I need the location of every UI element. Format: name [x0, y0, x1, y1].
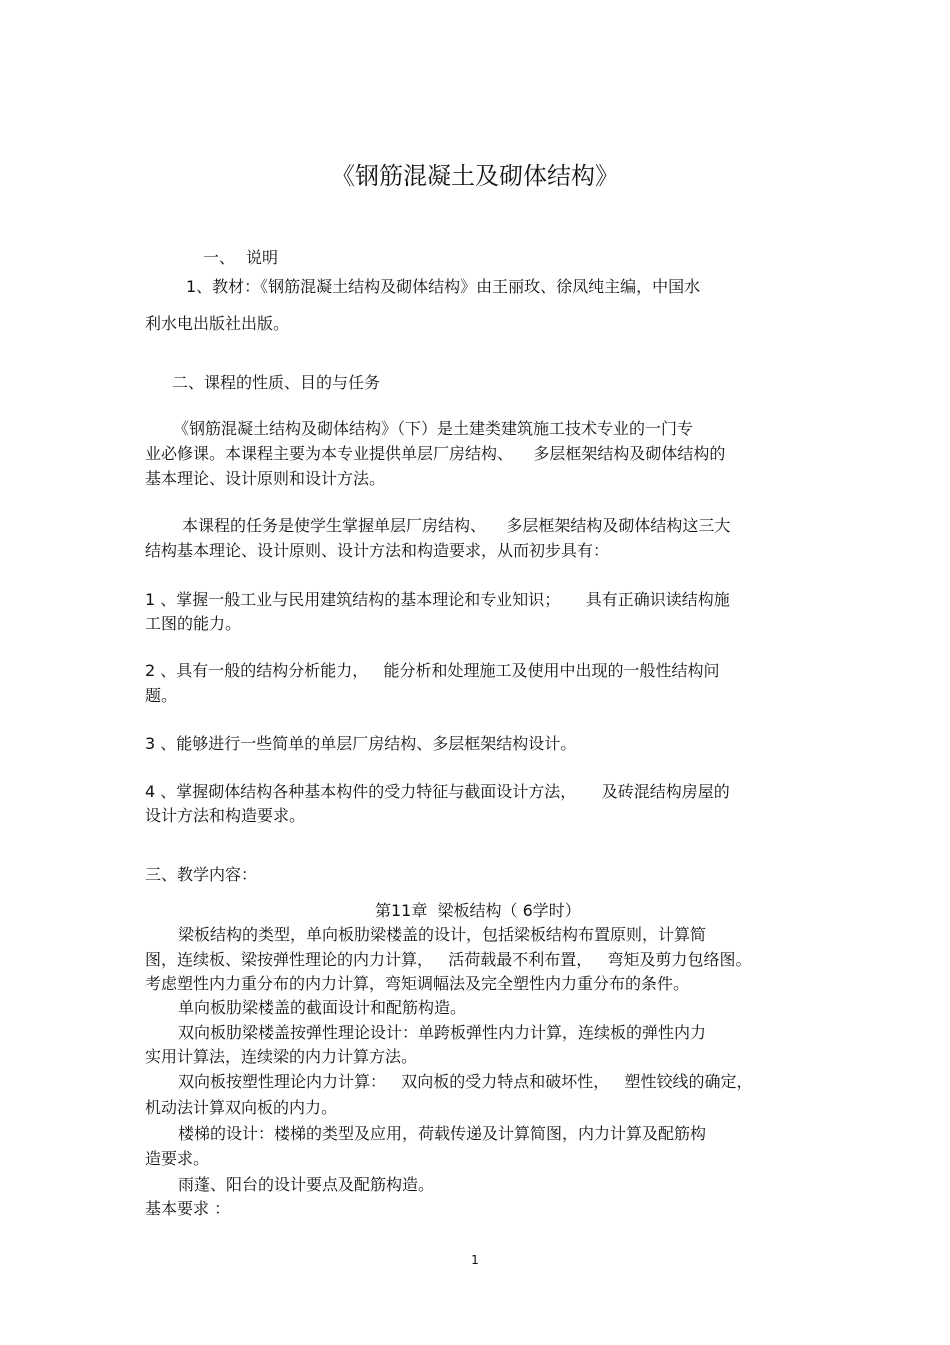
section1-para-line: 利水电出版社出版。 [145, 314, 290, 333]
section2-list-item: 1 、掌握一般工业与民用建筑结构的基本理论和专业知识； 具有正确识读结构施 [145, 590, 730, 609]
content-line: 基本要求 ： [145, 1199, 231, 1218]
section2-para-line: 业必修课。本课程主要为本专业提供单层厂房结构、 多层框架结构及砌体结构的 [145, 444, 726, 463]
content-line: 考虑塑性内力重分布的内力计算，弯矩调幅法及完全塑性内力重分布的条件。 [145, 974, 690, 993]
section2-para-line: 结构基本理论、设计原则、设计方法和构造要求，从而初步具有： [145, 541, 610, 560]
section1-heading-text: 说明 [246, 248, 279, 267]
content-line: 双向板按塑性理论内力计算： 双向板的受力特点和破坏性， 塑性铰线的确定， [178, 1072, 753, 1091]
section2-para-line: 本课程的任务是使学生掌握单层厂房结构、 多层框架结构及砌体结构这三大 [182, 516, 731, 535]
content-line: 造要求。 [145, 1149, 210, 1168]
section2-list-item: 工图的能力。 [145, 614, 242, 633]
section2-list-item: 4 、掌握砌体结构各种基本构件的受力特征与截面设计方法， 及砖混结构房屋的 [145, 782, 730, 801]
section1-para-line: 1、教材：《钢筋混凝土结构及砌体结构》由王丽玫、徐凤纯主编，中国水 [186, 277, 701, 296]
document-title: 《钢筋混凝土及砌体结构》 [331, 162, 619, 190]
section2-heading: 二、课程的性质、目的与任务 [172, 373, 381, 392]
content-line: 楼梯的设计：楼梯的类型及应用，荷载传递及计算简图，内力计算及配筋构 [178, 1124, 707, 1143]
section2-para-line: 《钢筋混凝土结构及砌体结构》（下）是土建类建筑施工技术专业的一门专 [173, 419, 694, 438]
section3-heading: 三、教学内容： [145, 865, 258, 884]
chapter-heading: 第11章 梁板结构（ 6学时） [375, 901, 581, 920]
section2-para-line: 基本理论、设计原则和设计方法。 [145, 469, 386, 488]
page-number: 1 [471, 1253, 479, 1267]
content-line: 梁板结构的类型，单向板肋梁楼盖的设计，包括梁板结构布置原则，计算简 [178, 925, 707, 944]
content-line: 实用计算法，连续梁的内力计算方法。 [145, 1047, 418, 1066]
section2-list-item: 3 、能够进行一些简单的单层厂房结构、多层框架结构设计。 [145, 734, 577, 753]
section2-list-item: 题。 [145, 686, 178, 705]
section1-heading-number: 一、 [203, 248, 236, 267]
content-line: 图，连续板、梁按弹性理论的内力计算， 活荷载最不利布置， 弯矩及剪力包络图。 [145, 950, 752, 969]
content-line: 双向板肋梁楼盖按弹性理论设计：单跨板弹性内力计算，连续板的弹性内力 [178, 1023, 707, 1042]
content-line: 单向板肋梁楼盖的截面设计和配筋构造。 [178, 998, 467, 1017]
content-line: 雨蓬、阳台的设计要点及配筋构造。 [178, 1175, 435, 1194]
content-line: 机动法计算双向板的内力。 [145, 1098, 338, 1117]
section2-list-item: 2 、具有一般的结构分析能力， 能分析和处理施工及使用中出现的一般性结构问 [145, 661, 720, 680]
section2-list-item: 设计方法和构造要求。 [145, 806, 306, 825]
